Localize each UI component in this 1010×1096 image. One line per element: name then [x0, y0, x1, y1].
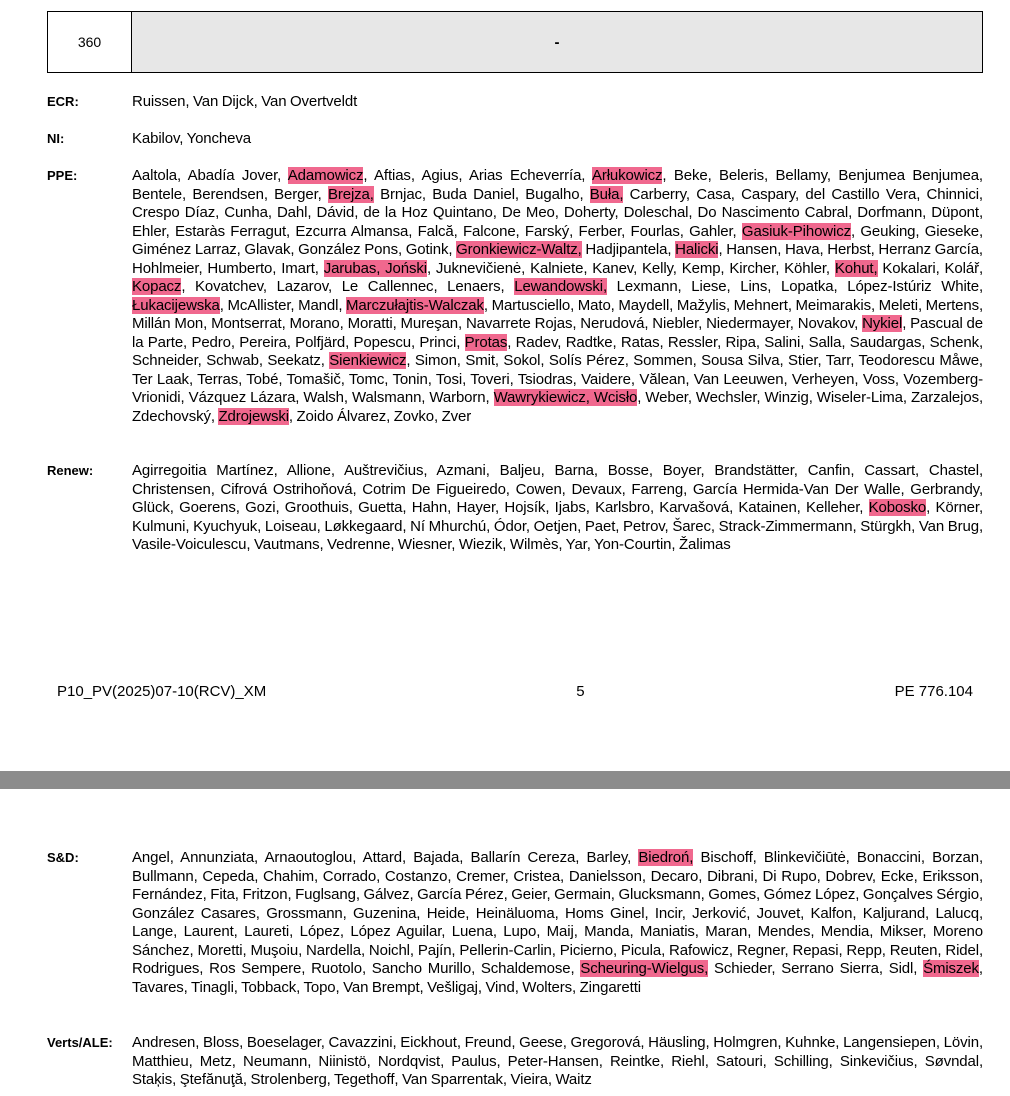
- member-names-text: , Juknevičienė, Kalniete, Kanev, Kelly, Kemp, Kircher, Köhler,: [426, 259, 835, 277]
- group-member-list: [132, 1034, 983, 1090]
- member-names-text: , Martusciello, Mato, Maydell, Mažylis, Mehnert, Meimarakis, Meleti, Mertens, Millán Mon, Montserrat, Morano, Moratti, Mureşan, Navarrete Rojas, Nerudová, Niebler, Niedermayer, Novakov,: [132, 296, 983, 332]
- group-renew: [47, 462, 983, 555]
- vote-count-cell: 360: [48, 12, 132, 72]
- group-ni: [47, 130, 983, 149]
- pe-number: PE 776.104: [894, 683, 973, 700]
- member-names-text: Kokalari, Kolář,: [877, 259, 984, 277]
- highlighted-member-name: Wawrykiewicz, Wcisło: [493, 389, 638, 406]
- group-label: Renew:: [47, 463, 94, 478]
- member-names-text: Lexmann, Liese, Lins, Lopatka, López-Istúriz White,: [607, 278, 983, 295]
- highlighted-member-name: Gasiuk-Pihowicz: [741, 222, 851, 240]
- group-verts-ale: [47, 1034, 983, 1090]
- member-names-text: Agirregoitia Martínez, Allione, Auštrevičius, Azmani, Baljeu, Barna, Bosse, Boyer, Brandstätter, Canfin, Cassart, Chastel, Christensen, Cifrová Ostrihoňová, Cotrim De Figueiredo, Cowen, Devaux, Farreng, García Hermida-Van Der Walle, Gerbrandy, Glück, Goerens, Gozi, Groothuis, Guetta, Hahn, Hayer, Hojsík, Ijabs, Karlsbro, Karvašová, Katainen, Kelleher,: [132, 462, 983, 516]
- highlighted-member-name: Arłukowicz: [591, 167, 663, 184]
- member-names-text: Andresen, Bloss, Boeselager, Cavazzini, Eickhout, Freund, Geese, Gregorová, Häusling, Holmgren, Kuhnke, Langensiepen, Lövin, Matthieu, Metz, Neumann, Niinistö, Nordqvist, Paulus, Peter-Hansen, Reintke, Riehl, Satouri, Schilling, Sinkevičius, Søvndal, Staķis, Ştefănuţă, Strolenberg, Tegethoff, Van Sparrentak, Vieira, Waitz: [132, 1034, 983, 1088]
- member-names-text: Kabilov, Yoncheva: [132, 130, 251, 147]
- highlighted-member-name: Halicki: [675, 241, 719, 258]
- group-member-list: [132, 849, 983, 997]
- group-label: S&D:: [47, 850, 79, 865]
- highlighted-member-name: Łukacijewska: [132, 296, 220, 314]
- highlighted-member-name: Jarubas, Joński: [323, 259, 427, 277]
- highlighted-member-name: Sienkiewicz: [329, 352, 407, 369]
- highlighted-member-name: Brejza,: [327, 185, 374, 203]
- group-ecr: [47, 93, 983, 112]
- highlighted-member-name: Lewandowski,: [514, 278, 608, 295]
- member-names-text: Ruissen, Van Dijck, Van Overtveldt: [132, 93, 358, 110]
- highlighted-member-name: Biedroń,: [638, 849, 694, 866]
- group-member-list: [132, 462, 983, 555]
- member-names-text: , Simon, Smit, Sokol, Solís Pérez, Sommen, Sousa Silva, Stier, Tarr, Teodorescu Måwe, Ter Laak, Terras, Tobé, Tomašič, Tomc, Tonin, Tosi, Toveri, Tsiodras, Vaidere, Vălean, Van Leeuwen, Verheyen, Voss, Vozemberg-Vrionidi, Vázquez Lázara, Walsh, Walsmann, Warborn,: [132, 352, 983, 406]
- document-reference: P10_PV(2025)07-10(RCV)_XM: [57, 683, 267, 700]
- group-member-list: [132, 167, 983, 426]
- highlighted-member-name: Kohut,: [834, 259, 878, 277]
- member-names-text: , Aftias, Agius, Arias Echeverría,: [363, 167, 592, 184]
- member-names-text: , Kovatchev, Lazarov, Le Callennec, Lenaers,: [181, 278, 515, 295]
- group-label: PPE:: [47, 168, 78, 183]
- group-member-list: [132, 93, 983, 112]
- group-label: NI:: [47, 131, 65, 146]
- member-names-text: , Zoido Álvarez, Zovko, Zver: [288, 407, 472, 425]
- member-names-text: Brnjac, Buda Daniel, Bugalho,: [373, 185, 590, 203]
- member-names-text: Bischoff, Blinkevičiūtė, Bonaccini, Borzan, Bullmann, Cepeda, Chahim, Corrado, Costanzo, Cremer, Cristea, Danielsson, Decaro, Dibrani, Di Rupo, Dobrev, Ecke, Eriksson, Fernández, Fita, Fritzon, Fuglsang, Gálvez, García Pérez, Geier, Germain, Glucksmann, Gomes, Gómez López, Gonçalves Sérgio, González Casares, Grossmann, Guzenina, Heide, Heinäluoma, Homs Ginel, Incir, Jerković, Jouvet, Kalfon, Kaljurand, Lalucq, Lange, Laurent, Laureti, López, López Aguilar, Luena, Lupo, Maij, Manda, Maniatis, Maran, Mendes, Mendia, Mikser, Moreno Sánchez, Moretti, Muşoiu, Nardella, Noichl, Pajín, Pellerin-Carlin, Picierno, Picula, Rafowicz, Regner, Repasi, Repp, Reuten, Ridel, Rodrigues, Ros Sempere, Ruotolo, Sancho Murillo, Schaldemose,: [132, 849, 983, 977]
- member-names-text: Hadjipantela,: [581, 241, 676, 258]
- member-names-text: Aaltola, Abadía Jover,: [132, 167, 288, 184]
- highlighted-member-name: Kopacz: [132, 278, 182, 295]
- highlighted-member-name: Marczułajtis-Walczak: [346, 296, 484, 314]
- member-names-text: Carberry, Casa, Caspary, del Castillo Vera, Chinnici, Crespo Díaz, Cunha, Dahl, Dávid, de la Hoz Quintano, De Meo, Doherty, Doleschal, Do Nascimento Cabral, Dorfmann, Düpont, Ehler, Estaràs Ferragut, Ezcurra Almansa, Falcă, Falcone, Farský, Ferber, Fourlas, Gahler,: [132, 185, 983, 240]
- highlighted-member-name: Buła,: [589, 185, 624, 203]
- member-names-text: , McAllister, Mandl,: [219, 296, 346, 314]
- member-names-text: , Radev, Radtke, Ratas, Ressler, Ripa, Salini, Salla, Saudargas, Schenk, Schneider, Schwab, Seekatz,: [132, 333, 983, 369]
- group-sd: [47, 849, 983, 997]
- group-ppe: [47, 167, 983, 426]
- highlighted-member-name: Scheuring-Wielgus,: [580, 960, 709, 977]
- member-names-text: , Beke, Beleris, Bellamy, Benjumea Benjumea, Bentele, Berendsen, Berger,: [132, 167, 983, 203]
- highlighted-member-name: Kobosko: [868, 499, 927, 516]
- member-names-text: , Tavares, Tinagli, Tobback, Topo, Van Brempt, Vešligaj, Vind, Wolters, Zingaretti: [132, 960, 983, 996]
- member-names-text: , Geuking, Gieseke, Giménez Larraz, Glavak, González Pons, Gotink,: [132, 222, 983, 258]
- vote-summary-row: [47, 11, 983, 73]
- member-names-text: Schieder, Serrano Sierra, Sidl,: [708, 960, 924, 977]
- highlighted-member-name: Gronkiewicz-Waltz,: [456, 241, 582, 258]
- highlighted-member-name: Zdrojewski: [218, 407, 289, 425]
- page-separator: [0, 771, 1010, 789]
- group-label: Verts/ALE:: [47, 1035, 113, 1050]
- member-names-text: , Körner, Kulmuni, Kyuchyuk, Loiseau, Løkkegaard, Ní Mhurchú, Ódor, Oetjen, Paet, Petrov, Šarec, Strack-Zimmermann, Stürgkh, Van Brug, Vasile-Voiculescu, Vautmans, Vedrenne, Wiesner, Wiezik, Wilmès, Yar, Yon-Courtin, Žalimas: [132, 499, 983, 553]
- highlighted-member-name: Śmiszek: [923, 960, 979, 977]
- highlighted-member-name: Adamowicz: [287, 167, 364, 184]
- group-label: ECR:: [47, 94, 79, 109]
- member-names-text: , Pascual de la Parte, Pedro, Pereira, Polfjärd, Popescu, Princi,: [132, 315, 983, 351]
- page-footer: [57, 683, 973, 703]
- vote-value-cell: -: [132, 12, 982, 72]
- highlighted-member-name: Nykiel: [862, 315, 903, 332]
- member-names-text: Angel, Annunziata, Arnaoutoglou, Attard, Bajada, Ballarín Cereza, Barley,: [132, 849, 639, 866]
- member-names-text: , Weber, Wechsler, Winzig, Wiseler-Lima, Zarzalejos, Zdechovský,: [132, 389, 983, 425]
- page-number: 5: [576, 683, 585, 700]
- group-member-list: [132, 130, 983, 149]
- member-names-text: , Hansen, Hava, Herbst, Herranz García, Hohlmeier, Humberto, Imart,: [132, 241, 983, 277]
- highlighted-member-name: Protas: [464, 333, 508, 351]
